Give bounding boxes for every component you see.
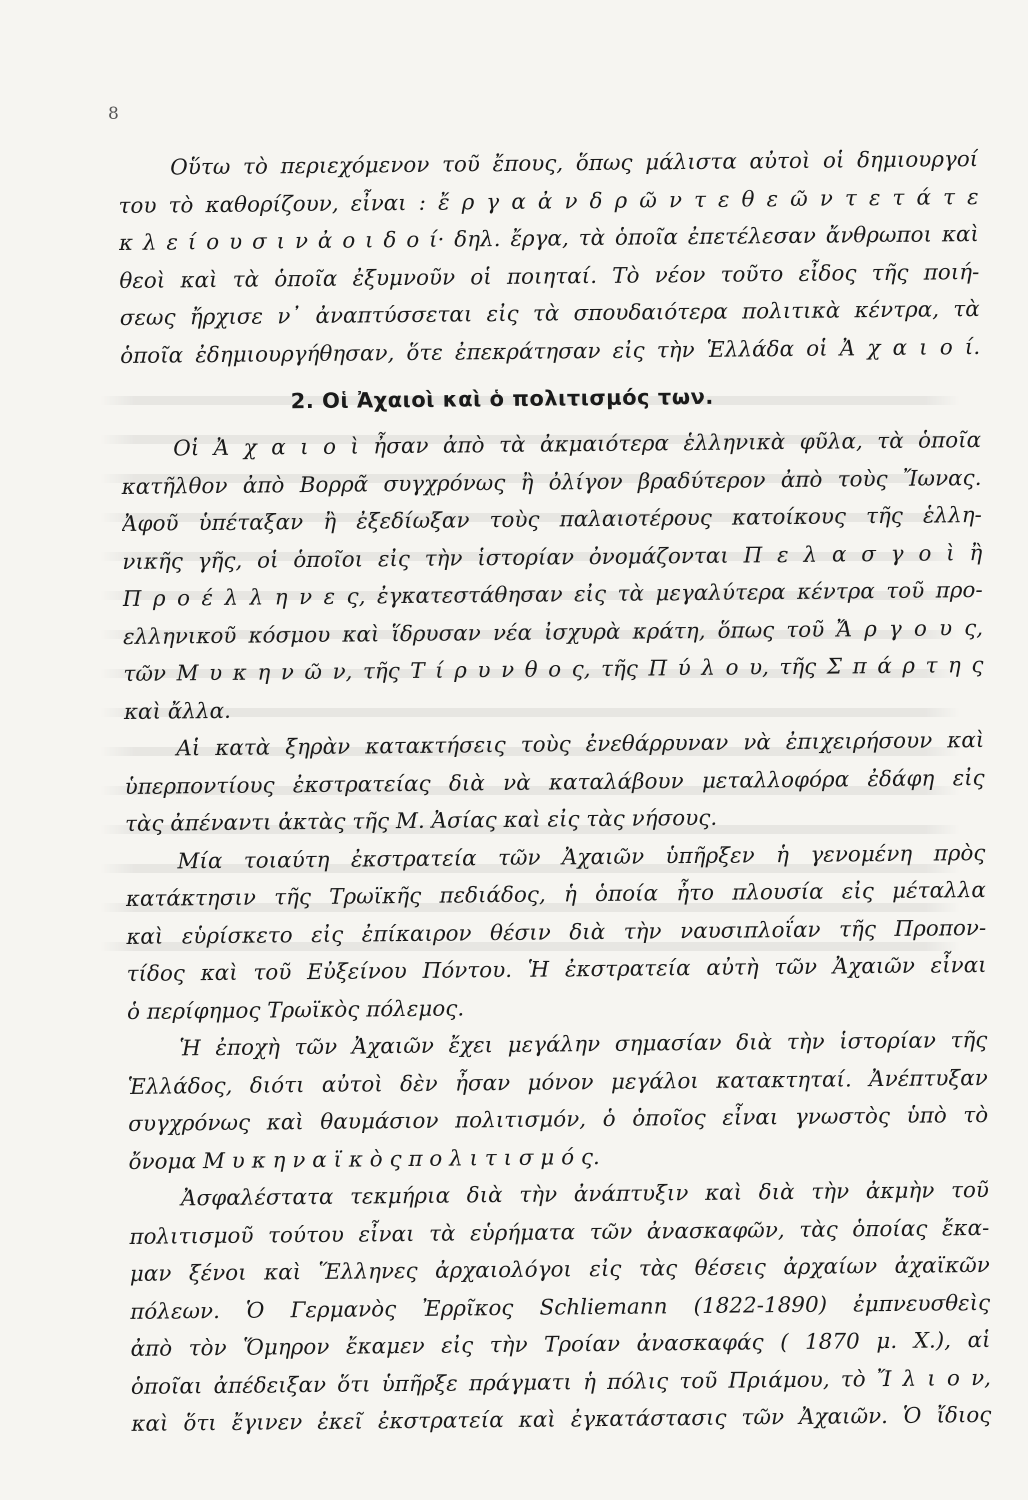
- text-line: κατῆλθον ἀπὸ Βορρᾶ συγχρόνως ἢ ὀλίγον βραδύτερον ἀπὸ τοὺς Ἴωνας.: [121, 465, 982, 500]
- text-line: Π ρ ο έ λ λ η ν ε ς, ἐγκατεστάθησαν εἰς τὰ μεγαλύτερα κέντρα τοῦ προ-: [122, 577, 983, 612]
- text-line: πολιτισμοῦ τούτου εἶναι τὰ εὑρήματα τῶν ἀνασκαφῶν, τὰς ὁποίας ἔκα-: [129, 1215, 990, 1250]
- text-line: σεως ἤρχισε ν᾽ ἀναπτύσσεται εἰς τὰ σπουδαιότερα πολιτικὰ κέντρα, τὰ: [119, 296, 980, 331]
- text-line: Οἱ Ἀ χ α ι ο ὶ ἦσαν ἀπὸ τὰ ἀκμαιότερα ἑλληνικὰ φῦλα, τὰ ὁποῖα: [173, 427, 982, 462]
- text-line: ὁ περίφημος Τρωϊκὸς πόλεμος.: [126, 995, 465, 1025]
- text-line: ὁποῖαι ἀπέδειξαν ὅτι ὑπῆρξε πράγματι ἡ πόλις τοῦ Πριάμου, τὸ Ἴ λ ι ο ν,: [130, 1365, 992, 1400]
- paragraphs-achaeans: [121, 422, 992, 1443]
- text-line: Οὕτω τὸ περιεχόμενον τοῦ ἔπους, ὅπως μάλιστα αὐτοὶ οἱ δημιουργοί: [170, 146, 979, 181]
- text-line: νικῆς γῆς, οἱ ὁποῖοι εἰς τὴν ἱστορίαν ὀνομάζονται Π ε λ α σ γ ο ὶ ἢ: [122, 540, 983, 575]
- text-line: συγχρόνως καὶ θαυμάσιον πολιτισμόν, ὁ ὁποῖος εἶναι γνωστὸς ὑπὸ τὸ: [128, 1102, 989, 1137]
- text-line: κατάκτησιν τῆς Τρωϊκῆς πεδιάδος, ἡ ὁποία ἦτο πλουσία εἰς μέταλλα: [125, 877, 986, 912]
- text-line: Ἀφοῦ ὑπέταξαν ἢ ἐξεδίωξαν τοὺς παλαιοτέρους κατοίκους τῆς ἑλλη-: [121, 502, 983, 537]
- page-number: 8: [108, 104, 119, 124]
- text-line: ὁποῖα ἐδημιουργήθησαν, ὅτε ἐπεκράτησαν εἰς τὴν Ἑλλάδα οἱ Ἀ χ α ι ο ί.: [120, 334, 981, 369]
- text-line: ελληνικοῦ κόσμου καὶ ἵδρυσαν νέα ἰσχυρὰ κράτη, ὅπως τοῦ Ἄ ρ γ ο υ ς,: [122, 615, 984, 650]
- text-line: τίδος καὶ τοῦ Εὐξείνου Πόντου. Ἡ ἐκστρατεία αὐτὴ τῶν Ἀχαιῶν εἶναι: [126, 952, 987, 987]
- text-line: τὰς ἀπέναντι ἀκτὰς τῆς Μ. Ἀσίας καὶ εἰς τὰς νήσους.: [124, 805, 718, 837]
- text-line: μαν ξένοι καὶ Ἕλληνες ἀρχαιολόγοι εἰς τὰς θέσεις ἀρχαίων ἀχαϊκῶν: [129, 1252, 990, 1287]
- text-line: κ λ ε ί ο υ σ ι ν ἀ ο ι δ ο ί· δηλ. ἔργα, τὰ ὁποῖα ἐπετέλεσαν ἄνθρωποι καὶ: [118, 221, 980, 256]
- text-line: καὶ εὑρίσκετο εἰς ἐπίκαιρον θέσιν διὰ τὴν ναυσιπλοΐαν τῆς Προπον-: [126, 915, 987, 950]
- text-line: ὑπερποντίους ἐκστρατείας διὰ νὰ καταλάβουν μεταλλοφόρα ἐδάφη εἰς: [124, 765, 985, 800]
- text-line: Ἡ ἐποχὴ τῶν Ἀχαιῶν ἔχει μεγάλην σημασίαν διὰ τὴν ἱστορίαν τῆς: [179, 1027, 988, 1062]
- text-line: Αἱ κατὰ ξηρὰν κατακτήσεις τοὺς ἐνεθάρρυναν νὰ ἐπιχειρήσουν καὶ: [176, 727, 985, 762]
- text-line: καὶ ὅτι ἔγινεν ἐκεῖ ἐκστρατεία καὶ ἐγκατάστασις τῶν Ἀχαιῶν. Ὁ ἴδιος: [131, 1402, 992, 1437]
- section-heading: 2. Οἱ Ἀχαιοὶ καὶ ὁ πολιτισμός των.: [290, 384, 714, 414]
- text-line: καὶ ἄλλα.: [123, 698, 232, 725]
- text-line: Μία τοιαύτη ἐκστρατεία τῶν Ἀχαιῶν ὑπῆρξεν ἡ γενομένη πρὸς: [177, 840, 986, 874]
- text-line: Ἀσφαλέστατα τεκμήρια διὰ τὴν ἀνάπτυξιν καὶ διὰ τὴν ἀκμὴν τοῦ: [180, 1177, 990, 1212]
- paragraph-epic-content: [118, 141, 980, 375]
- text-line: ἀπὸ τὸν Ὅμηρον ἔκαμεν εἰς τὴν Τροίαν ἀνασκαφάς ( 1870 μ. Χ.), αἱ: [130, 1327, 991, 1362]
- text-line: ὄνομα Μ υ κ η ν α ϊ κ ὸ ς π ο λ ι τ ι σ μ ό ς.: [128, 1144, 600, 1175]
- text-line: του τὸ καθορίζουν, εἶναι : ἔ ρ γ α ἀ ν δ ρ ῶ ν τ ε θ ε ῶ ν τ ε τ ά τ ε: [118, 184, 979, 219]
- text-line: θεοὶ καὶ τὰ ὁποῖα ἐξυμνοῦν οἱ ποιηταί. Τὸ νέον τοῦτο εἶδος τῆς ποιή-: [119, 259, 980, 294]
- text-line: πόλεων. Ὁ Γερμανὸς Ἐρρῖκος Schliemann (1822-1890) ἐμπνευσθεὶς: [130, 1290, 991, 1325]
- body-text: [118, 141, 991, 1443]
- text-line: τῶν Μ υ κ η ν ῶ ν, τῆς Τ ί ρ υ ν θ ο ς, τῆς Π ύ λ ο υ, τῆς Σ π ά ρ τ η ς: [123, 652, 984, 687]
- text-line: Ἑλλάδος, διότι αὐτοὶ δὲν ἦσαν μόνον μεγάλοι κατακτηταί. Ἀνέπτυξαν: [127, 1065, 988, 1100]
